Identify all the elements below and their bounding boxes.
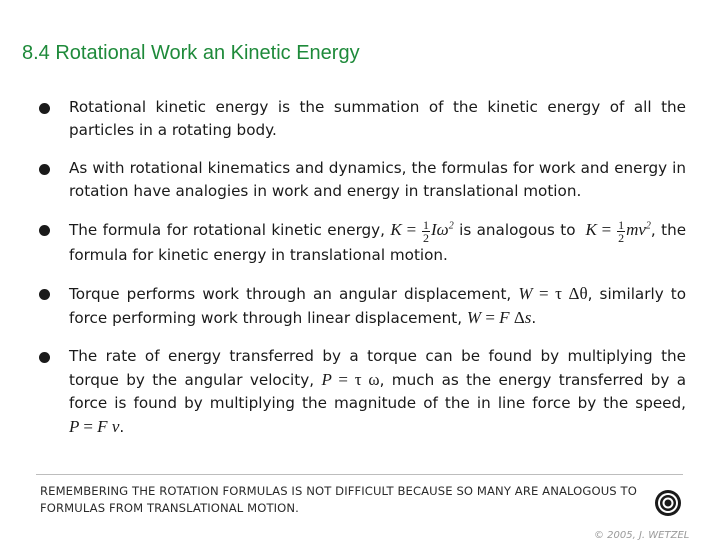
bullet-dot-icon <box>39 352 50 363</box>
formula-operator: = <box>539 283 549 303</box>
bullet-text: The formula for rotational kinetic energy, <box>69 221 386 239</box>
formula-symbol: P <box>321 369 332 389</box>
target-logo-icon <box>654 489 682 517</box>
formula-symbol: Δθ <box>568 283 588 303</box>
formula-symbol: Iω <box>431 220 449 239</box>
bullet-dot-icon <box>39 103 50 114</box>
formula-operator: = <box>485 307 495 327</box>
bullet-list <box>38 96 686 454</box>
formula-symbol: P <box>69 416 80 436</box>
fraction-denominator: 2 <box>618 230 625 245</box>
copyright-text: © 2005, J. WETZEL <box>594 530 690 541</box>
formula-symbol: W <box>518 283 533 303</box>
formula-symbol: F <box>499 307 510 327</box>
formula-symbol: v <box>111 416 120 436</box>
formula-symbol: τ <box>354 369 362 389</box>
formula-operator: = <box>601 220 612 239</box>
formula-symbol: K <box>585 220 597 239</box>
bullet-text: . <box>119 417 125 436</box>
bullet-item <box>38 96 686 142</box>
footer-divider <box>36 474 683 475</box>
formula-symbol: F <box>97 416 108 436</box>
fraction <box>422 219 430 244</box>
formula-symbol: W <box>466 307 482 327</box>
formula-operator: = <box>83 416 93 436</box>
formula-operator: = <box>338 369 348 389</box>
formula-exponent: 2 <box>448 220 454 232</box>
formula-symbol: τ <box>555 283 563 303</box>
formula-operator: = <box>406 220 417 239</box>
bullet-text: , the formula for kinetic energy in translational motion. <box>69 221 687 264</box>
bullet-text: As with rotational kinematics and dynamics, the formulas for work and energy in rotation have analogies in work and energy in translational motion. <box>69 159 686 200</box>
fraction-denominator: 2 <box>423 230 430 245</box>
rotational-ke-formula <box>390 217 454 245</box>
formula-symbol: K <box>390 220 402 239</box>
bullet-text: , similarly to force performing work through linear displacement, <box>69 284 687 327</box>
bullet-text: . <box>531 308 537 327</box>
formula-symbol: s <box>524 307 532 327</box>
formula-symbol: ω <box>368 369 380 389</box>
bullet-dot-icon <box>39 225 50 236</box>
footer-note: REMEMBERING THE ROTATION FORMULAS IS NOT DIFFICULT BECAUSE SO MANY ARE ANALOGOUS TO FORMULAS FROM TRANSLATIONAL MOTION. <box>40 484 637 515</box>
bullet-text: Torque performs work through an angular displacement, <box>69 284 512 303</box>
formula-exponent: 2 <box>645 220 651 232</box>
bullet-dot-icon <box>39 164 50 175</box>
slide-title: 8.4 Rotational Work an Kinetic Energy <box>22 42 360 64</box>
bullet-item <box>38 282 686 330</box>
rotational-power-formula <box>321 370 379 389</box>
formula-symbol: mv <box>626 220 646 239</box>
bullet-text: is analogous to <box>459 221 576 239</box>
rotational-work-formula <box>518 284 587 303</box>
fraction-numerator: 1 <box>423 217 430 232</box>
bullet-item <box>38 218 686 267</box>
bullet-text: Rotational kinetic energy is the summation of the kinetic energy of all the particles in a rotating body. <box>69 98 686 139</box>
formula-symbol: Δ <box>513 307 525 327</box>
bullet-text: , much as the energy transferred by a force is found by multiplying the magnitude of the in line force by the speed, <box>69 370 687 412</box>
translational-work-formula <box>467 308 531 327</box>
translational-ke-formula <box>585 217 651 245</box>
fraction-numerator: 1 <box>618 217 625 232</box>
bullet-item <box>38 157 686 203</box>
fraction <box>617 219 625 244</box>
bullet-dot-icon <box>39 289 50 300</box>
translational-power-formula <box>69 417 119 436</box>
bullet-item <box>38 345 686 439</box>
bullet-text: The rate of energy transferred by a torque can be found by multiplying the torque by the angular velocity, <box>69 346 686 389</box>
